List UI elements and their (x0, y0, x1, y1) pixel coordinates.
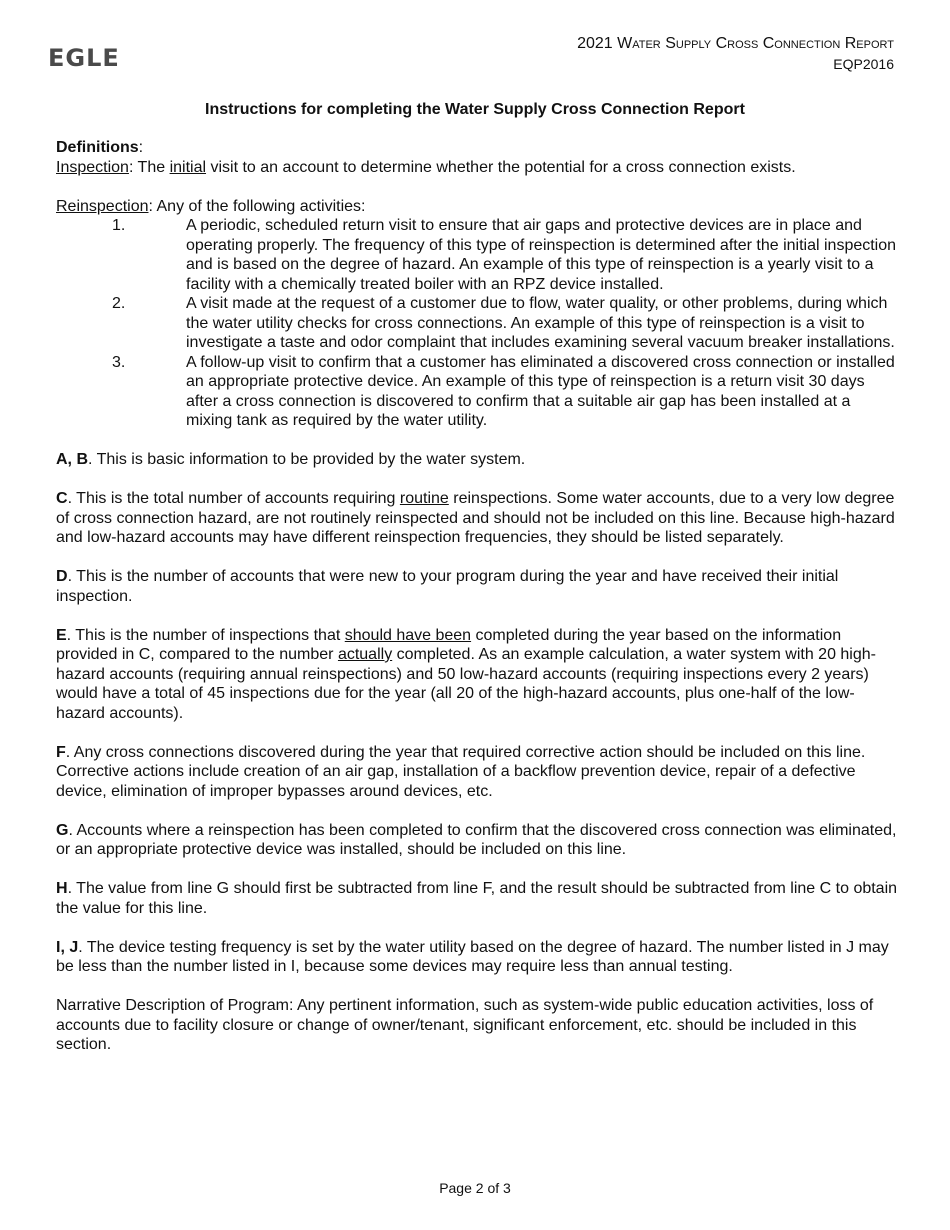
inspection-term: Inspection (56, 158, 129, 176)
definitions-label: Definitions (56, 139, 139, 156)
inspection-definition: Inspection: The initial visit to an account to determine whether the potential for a cross connection exists. (56, 158, 796, 176)
list-item: 3. A follow-up visit to confirm that a customer has eliminated a discovered cross connection or installed an appropriate protective device. An example of this type of reinspection is a return visit 30 days after a cross connection is discovered to confirm that a suitable air gap has been installed at a mixing tank as required by the water utility. (112, 353, 895, 429)
reinspection-term: Reinspection (56, 197, 149, 215)
narrative-description: Narrative Description of Program: Any pertinent information, such as system-wide public education activities, loss of accounts due to facility closure or change of owner/tenant, significant enforcement, etc. should be included in this section. (56, 997, 874, 1053)
section-e: E. This is the number of inspections that should have been completed during the year based on the information provided in C, compared to the number actually completed. As an example calculation, a water system with 20 high-hazard accounts (requiring annual reinspections) and 50 low-hazard accounts (requiring inspections every 2 years) would have a total of 45 inspections due for the year (all 20 of the high-hazard accounts, plus one-half of the low-hazard accounts). (56, 626, 876, 722)
report-title: 2021 Water Supply Cross Connection Report (577, 35, 894, 52)
section-d: D. This is the number of accounts that were new to your program during the year and have received their initial inspection. (56, 568, 839, 605)
report-header (577, 34, 894, 74)
definitions-heading: Definitions: (56, 139, 144, 156)
section-f: F. Any cross connections discovered during the year that required corrective action should be included on this line. Corrective actions include creation of an air gap, installation of a backflow prevention device, repair of a defective device, elimination of improper bypasses around devices, etc. (56, 743, 866, 800)
section-c: C. This is the total number of accounts requiring routine reinspections. Some water accounts, due to a very low degree of cross connection hazard, are not routinely reinspected and should not be included on this line. Because high-hazard and low-hazard accounts may have different reinspection frequencies, they should be listed separately. (56, 490, 895, 546)
section-g: G. Accounts where a reinspection has been completed to confirm that the discovered cross connection was eliminated, or an appropriate protective device was installed, should be included on this line. (56, 821, 897, 858)
instructions-body (56, 138, 898, 1055)
list-item: 1. A periodic, scheduled return visit to ensure that air gaps and protective devices are in place and operating properly. The frequency of this type of reinspection is determined after the initial inspection and is based on the degree of hazard. An example of this type of reinspection is a yearly visit to a facility with a chemically treated boiler with an RPZ device installed. (112, 217, 897, 293)
egle-logo: EGLE (48, 44, 120, 72)
report-code: EQP2016 (833, 56, 894, 72)
page-title: Instructions for completing the Water Supply Cross Connection Report (205, 101, 745, 118)
reinspection-definition: Reinspection: Any of the following activities: (56, 197, 366, 215)
section-ab: A, B. This is basic information to be provided by the water system. (56, 451, 526, 468)
reinspection-list (56, 216, 898, 431)
page-number: Page 2 of 3 (439, 1180, 511, 1196)
list-item: 2. A visit made at the request of a customer due to flow, water quality, or other problems, during which the water utility checks for cross connections. An example of this type of reinspection is a visit to investigate a taste and odor complaint that includes examining several vacuum breaker installations. (112, 295, 895, 351)
section-h: H. The value from line G should first be subtracted from line F, and the result should be subtracted from line C to obtain the value for this line. (56, 880, 898, 917)
section-ij: I, J. The device testing frequency is set by the water utility based on the degree of hazard. The number listed in J may be less than the number listed in I, because some devices may require less than annual testing. (56, 938, 889, 975)
